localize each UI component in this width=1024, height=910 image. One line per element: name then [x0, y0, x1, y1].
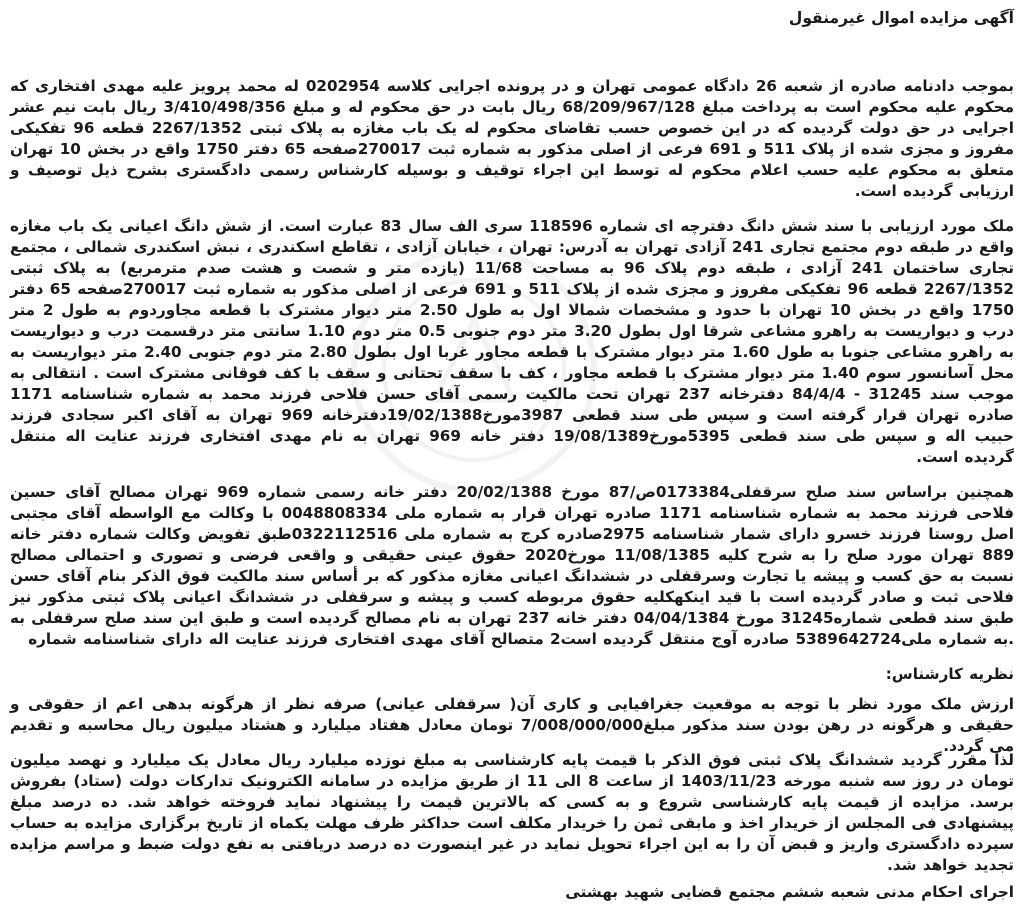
expert-opinion-heading: نظریه کارشناس:: [885, 665, 1014, 683]
auction-notice: [10, 8, 1014, 902]
issuer-signature: اجرای احکام مدنی شعبه ششم مجتمع قضایی شهید بهشتی: [565, 883, 1014, 901]
paragraph-valuation: ارزش ملک مورد نظر با توجه به موقعیت جغرافیایی و کاری آن( سرقفلی عیانی) صرفه نظر از هرگونه بدهی اعم از حقوقی و حقیقی و هرگونه در رهن بودن سند مذکور مبلغ7/008/000/000 تومان معادل هفتاد میلیارد و هشتاد میلیون ریال محاسبه و تقدیم می گردد.: [10, 695, 1014, 755]
notice-title: آگهی مزایده اموال غیرمنقول: [788, 9, 1014, 27]
paragraph-property-description: ملک مورد ارزیابی با سند شش دانگ دفترچه ای شماره 118596 سری الف سال 83 عبارت است. از شش دانگ اعیانی یک باب مغازه واقع در طبقه دوم مجتمع تجاری 241 آزادی تهران به آدرس: تهران ، خیابان آزادی ، تقاطع اسکندری ، نبش اسکندری شمالی ، مجتمع تجاری ساختمان 241 آزادی ، طبقه دوم پلاک 96 به مساحت 11/68 (یازده متر و شصت و هشت صدم مترمربع) به پلاک ثبتی 2267/1352 قطعه 96 تفکیکی مفروز و مجزی شده از پلاک 511 و 691 فرعی از اصلی مذکور به شماره ثبت 270017صفحه 65 دفتر 1750 واقع در بخش 10 تهران با حدود و مشخصات شمالا اول به طول 2.50 متر دیوار مشترک با قطعه مجاوردوم به طول 2 متر درب و دیواریست به راهرو مشاعی شرقا اول بطول 3.20 متر دوم جنوبی 0.5 متر دوم 1.10 سانتی متر درقسمت درب و دیواریست به راهرو مشاعی جنوبا به طول 1.60 متر دیوار مشترک با قطعه مجاور غربا اول بطول 2.80 متر دوم جنوبی 2.40 متر دیواریست به محل آسانسور سوم 1.40 متر دیوار مشترک با قطعه مجاور ، کف با سقف تحتانی و سقف با کف فوقانی مشترک است . انتقالی به موجب سند 31245 - 84/4/4 دفترخانه 237 تهران تحت مالکیت رسمی آقای حسن فلاحی فرزند محمد به شماره شناسنامه 1171 صادره تهران قرار گرفته است و سپس طی سند قطعی 3987مورخ19/02/1388دفترخانه 969 تهران به آقای اکبر سجادی فرزند حبیب اله و سپس طی سند قطعی 5395مورخ19/08/1389 دفتر خانه 969 تهران به نام مهدی افتخاری فرزند عنایت اله منتقل گردیده است.: [10, 217, 1015, 466]
paragraph-goodwill-transfer: همچنین براساس سند صلح سرقفلی0173384ص/87 مورخ 20/02/1388 دفتر خانه رسمی شماره 969 تهران مصالح آقای حسین فلاحی فرزند محمد به شماره شناسنامه 1171 صادره تهران قرار به شماره ملی 0048808334 با وکالت مع الواسطه آقای مجتبی اصل روستا فرزند خسرو دارای شمار شناسنامه 2975صادره کرج به شماره ملی 0322112516طبق تفویض وکالت شماره دفتر خانه 889 تهران مورد صلح را به شرح کلیه 11/08/1385 مورخ2020 حقوق عینی حقیقی و واقعی فرضی و تصوری و احتمالی مصالح نسبت به حق کسب و پیشه یا تجارت وسرقفلی در ششدانگ اعیانی مغازه مذکور که بر أساس سند مالکیت فوق الذکر بنام آقای حسن فلاحی ثبت و صادر گردیده است با قید اینکهکلیه حقوق مربوطه کسب و پیشه و سرقفلی در ششدانگ اعیانی پلاک ثبتی مذکور نیز طبق سند قطعی شماره31245 مورخ 04/04/1384 دفتر خانه 237 تهران به نام مصالح گردیده است و طبق این سند صلح سرقفلی به .به شماره ملی5389642724 صادره آوج منتقل گردیده است2 متصالح آقای مهدی افتخاری فرزند عنایت اله دارای شناسنامه شماره: [10, 483, 1015, 648]
paragraph-verdict: بموجب دادنامه صادره از شعبه 26 دادگاه عمومی تهران و در پرونده اجرایی کلاسه 0202954 له محمد پرویز علیه مهدی افتخاری که محکوم علیه محکوم است به پرداخت مبلغ 68/209/967/128 ریال بابت در حق محکوم له و مبلغ 3/410/498/356 ریال بابت نیم عشر اجرایی در حق دولت گردیده که در این خصوص حسب تقاضای محکوم له یک باب مغازه به پلاک ثبتی 2267/1352 قطعه 96 تفکیکی مفروز و مجزی شده از پلاک 511 و 691 فرعی از اصلی مذکور به شماره ثبت 270017صفحه 65 دفتر 1750 واقع در بخش 10 تهران متعلق به محکوم علیه حسب اعلام محکوم له توسط این اجراء توقیف و بوسیله کارشناس رسمی دادگستری بشرح ذیل توصیف و ارزیابی گردیده است.: [10, 77, 1014, 200]
paragraph-auction-terms: لذا مقرر گردید ششدانگ پلاک ثبتی فوق الذکر با قیمت پایه کارشناسی به مبلغ نوزده میلیارد ریال معادل یک میلیارد و نهصد میلیون تومان در روز سه شنبه مورخه 1403/11/23 از ساعت 8 الی 11 از طریق مزایده در سامانه الکترونیک تدارکات دولت (ستاد) بفروش برسد. مزایده از قیمت پایه کارشناسی شروع و به کسی که بالاترین قیمت را پیشنهاد نماید فروخته خواهد شد. ده درصد مبلغ پیشنهادی فی المجلس از خریدار اخذ و مابقی ثمن را خریدار مکلف است حداکثر ظرف مهلت یکماه از تاریخ برگزاری مزایده به حساب سپرده دادگستری واریز و قبض آن را به این اجراء تحویل نماید در غیر اینصورت ده درصد دریافتی به نفع دولت ضبط و مراسم مزایده تجدید خواهد شد.: [10, 751, 1015, 874]
